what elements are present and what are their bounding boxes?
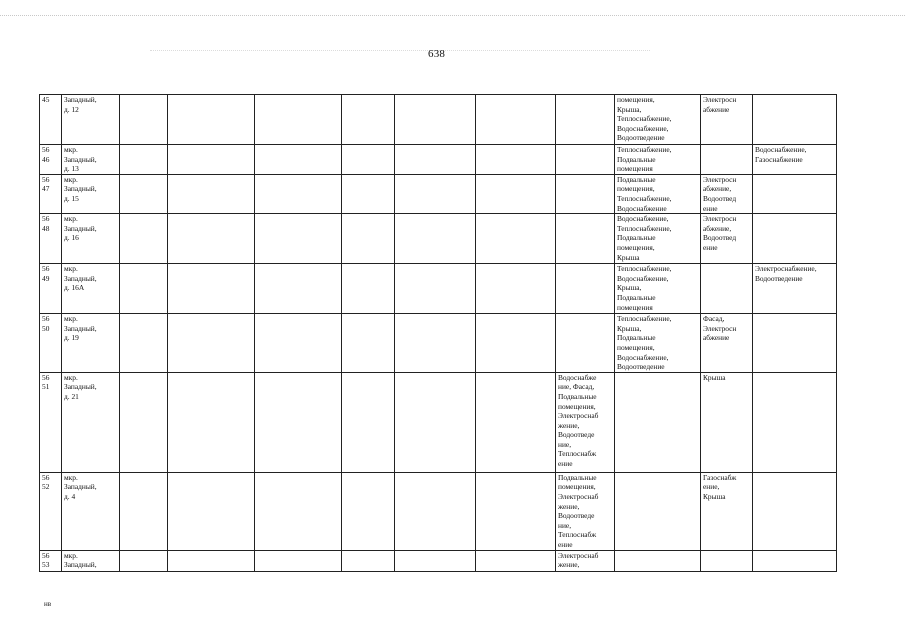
empty-cell — [476, 174, 556, 213]
empty-cell — [168, 145, 255, 175]
empty-cell — [120, 314, 168, 373]
work-type-cell: Теплоснабжение, Подвальные помещения — [615, 145, 701, 175]
empty-cell — [120, 145, 168, 175]
table-row — [40, 145, 837, 175]
address-cell: мкр. Западный, д. 4 — [62, 472, 120, 550]
empty-cell — [395, 95, 476, 145]
address-cell: мкр. Западный, д. 19 — [62, 314, 120, 373]
table-row — [40, 264, 837, 314]
work-type-cell: Крыша — [701, 372, 753, 472]
row-number-cell: 56 53 — [40, 550, 62, 571]
empty-cell — [476, 264, 556, 314]
work-type-cell — [753, 372, 837, 472]
empty-cell — [476, 550, 556, 571]
empty-cell — [476, 472, 556, 550]
address-cell: мкр. Западный, д. 15 — [62, 174, 120, 213]
empty-cell — [395, 314, 476, 373]
row-number-cell: 56 51 — [40, 372, 62, 472]
work-type-cell: Газоснабж ение, Крыша — [701, 472, 753, 550]
address-cell: Западный, д. 12 — [62, 95, 120, 145]
row-number-cell: 45 — [40, 95, 62, 145]
empty-cell — [168, 472, 255, 550]
empty-cell — [255, 550, 342, 571]
empty-cell — [395, 174, 476, 213]
empty-cell — [120, 95, 168, 145]
scan-artifact-line — [150, 50, 650, 53]
table-row — [40, 472, 837, 550]
work-type-cell — [701, 145, 753, 175]
empty-cell — [255, 314, 342, 373]
work-type-cell: Водоснабжение, Газоснабжение — [753, 145, 837, 175]
empty-cell — [255, 174, 342, 213]
work-type-cell — [556, 214, 615, 264]
table-row — [40, 174, 837, 213]
empty-cell — [120, 472, 168, 550]
work-type-cell: Электросн абжение, Водоотвед ение — [701, 214, 753, 264]
empty-cell — [395, 214, 476, 264]
row-number-cell: 56 50 — [40, 314, 62, 373]
empty-cell — [120, 214, 168, 264]
empty-cell — [342, 264, 395, 314]
work-type-cell: Теплоснабжение, Водоснабжение, Крыша, Подвальные помещения — [615, 264, 701, 314]
work-type-cell: Теплоснабжение, Крыша, Подвальные помещения, Водоснабжение, Водоотведение — [615, 314, 701, 373]
empty-cell — [476, 214, 556, 264]
empty-cell — [476, 145, 556, 175]
empty-cell — [342, 145, 395, 175]
work-type-cell: Электроснабжение, Водоотведение — [753, 264, 837, 314]
empty-cell — [255, 472, 342, 550]
empty-cell — [395, 145, 476, 175]
work-type-cell — [753, 314, 837, 373]
address-cell: мкр. Западный, д. 16 — [62, 214, 120, 264]
work-type-cell: Водоснабжение, Теплоснабжение, Подвальные помещения, Крыша — [615, 214, 701, 264]
table-row — [40, 372, 837, 472]
empty-cell — [120, 264, 168, 314]
work-type-cell — [753, 550, 837, 571]
work-type-cell: Электросн абжение, Водоотвед ение — [701, 174, 753, 213]
table-row — [40, 95, 837, 145]
empty-cell — [168, 95, 255, 145]
empty-cell — [255, 264, 342, 314]
empty-cell — [255, 145, 342, 175]
address-cell: мкр. Западный, д. 21 — [62, 372, 120, 472]
empty-cell — [255, 372, 342, 472]
work-type-cell: Подвальные помещения, Теплоснабжение, Водоснабжение — [615, 174, 701, 213]
footer-text: нв — [44, 600, 52, 608]
repair-schedule-table — [39, 94, 837, 572]
work-type-cell — [753, 174, 837, 213]
table-row — [40, 314, 837, 373]
table-row — [40, 214, 837, 264]
row-number-cell: 56 48 — [40, 214, 62, 264]
empty-cell — [255, 214, 342, 264]
empty-cell — [395, 472, 476, 550]
empty-cell — [342, 550, 395, 571]
work-type-cell — [556, 95, 615, 145]
work-type-cell — [615, 550, 701, 571]
row-number-cell: 56 47 — [40, 174, 62, 213]
empty-cell — [395, 264, 476, 314]
table-row — [40, 550, 837, 571]
page-number: 638 — [428, 48, 446, 60]
work-type-cell — [556, 314, 615, 373]
work-type-cell — [556, 174, 615, 213]
row-number-cell: 56 49 — [40, 264, 62, 314]
empty-cell — [120, 174, 168, 213]
work-type-cell: Электроснаб жение, — [556, 550, 615, 571]
empty-cell — [168, 264, 255, 314]
address-cell: мкр. Западный, д. 16А — [62, 264, 120, 314]
work-type-cell: Подвальные помещения, Электроснаб жение, Водоотведе ние, Теплоснабж ение — [556, 472, 615, 550]
work-type-cell: Фасад, Электросн абжение — [701, 314, 753, 373]
work-type-cell: Электросн абжение — [701, 95, 753, 145]
scan-artifact-line — [0, 15, 905, 20]
empty-cell — [342, 95, 395, 145]
empty-cell — [395, 372, 476, 472]
work-type-cell — [615, 472, 701, 550]
empty-cell — [342, 372, 395, 472]
empty-cell — [255, 95, 342, 145]
work-type-cell — [753, 95, 837, 145]
empty-cell — [476, 314, 556, 373]
empty-cell — [168, 314, 255, 373]
empty-cell — [168, 174, 255, 213]
empty-cell — [168, 550, 255, 571]
row-number-cell: 56 52 — [40, 472, 62, 550]
address-cell: мкр. Западный, — [62, 550, 120, 571]
empty-cell — [476, 372, 556, 472]
empty-cell — [120, 372, 168, 472]
work-type-cell: помещения, Крыша, Теплоснабжение, Водоснабжение, Водоотведение — [615, 95, 701, 145]
row-number-cell: 56 46 — [40, 145, 62, 175]
table-body — [40, 95, 837, 572]
work-type-cell — [753, 472, 837, 550]
empty-cell — [120, 550, 168, 571]
work-type-cell — [556, 145, 615, 175]
work-type-cell — [701, 550, 753, 571]
empty-cell — [342, 174, 395, 213]
work-type-cell: Водоснабже ние, Фасад, Подвальные помещения, Электроснаб жение, Водоотведе ние, Теплоснабж ение — [556, 372, 615, 472]
work-type-cell — [615, 372, 701, 472]
empty-cell — [395, 550, 476, 571]
work-type-cell — [753, 214, 837, 264]
work-type-cell — [556, 264, 615, 314]
empty-cell — [342, 472, 395, 550]
address-cell: мкр. Западный, д. 13 — [62, 145, 120, 175]
empty-cell — [168, 372, 255, 472]
empty-cell — [342, 314, 395, 373]
empty-cell — [168, 214, 255, 264]
work-type-cell — [701, 264, 753, 314]
empty-cell — [476, 95, 556, 145]
empty-cell — [342, 214, 395, 264]
